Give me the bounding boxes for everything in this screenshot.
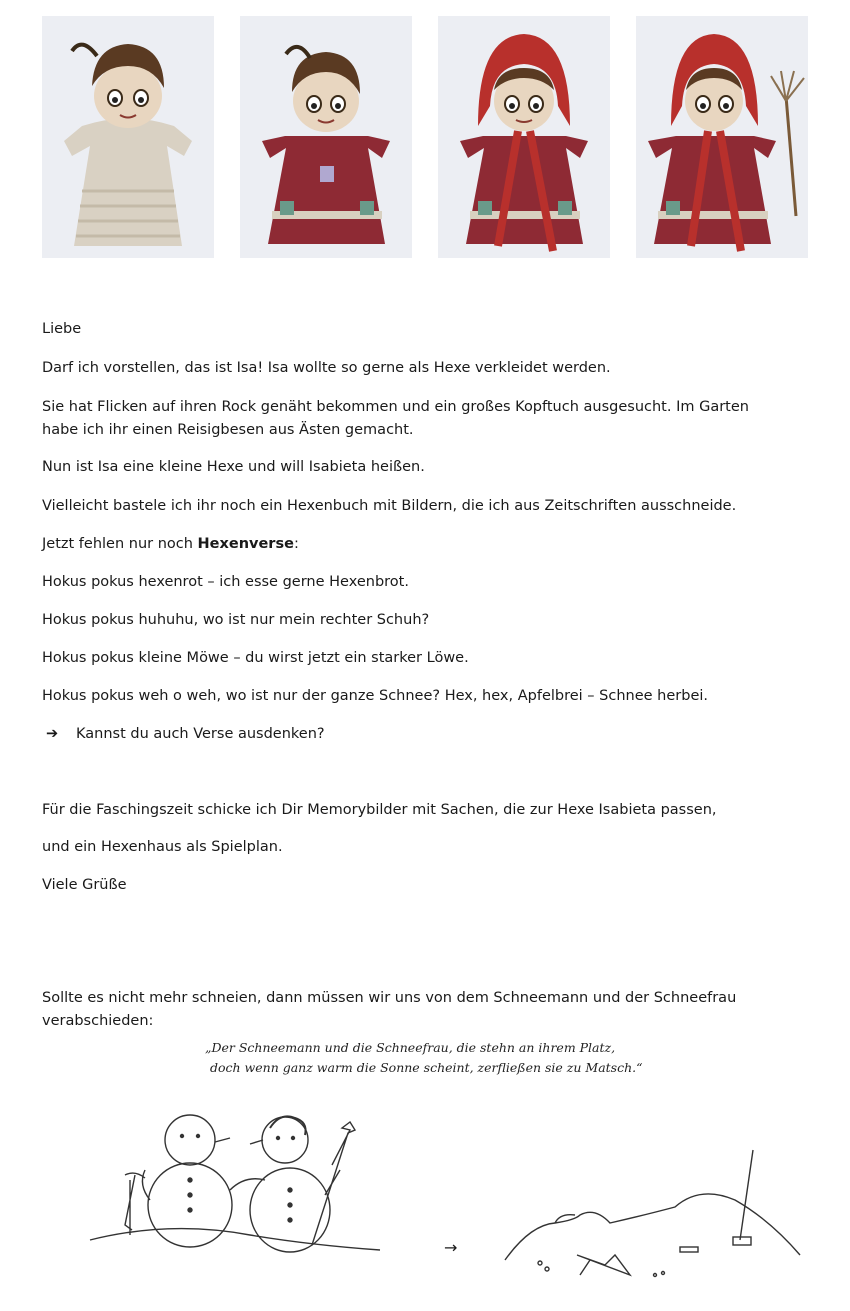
arrow-right-icon: →	[444, 1238, 458, 1257]
arrow-right-icon: ➔	[46, 726, 59, 742]
hexenverse-bold: Hexenverse	[197, 536, 294, 552]
knitted-doll-witch-broom-photo	[636, 16, 808, 258]
melted-snow-pile-drawing	[485, 1145, 820, 1305]
hexenverse-prefix: Jetzt fehlen nur noch	[42, 536, 198, 552]
greeting: Liebe	[42, 321, 82, 337]
poem-line-1: „Der Schneemann und die Schneefrau, die stehn an ihrem Platz,	[205, 1040, 616, 1055]
verse-2: Hokus pokus huhuhu, wo ist nur mein rechter Schuh?	[42, 612, 430, 628]
knitted-doll-red-dress-photo	[240, 16, 412, 258]
paragraph-hexenbuch: Vielleicht bastele ich ihr noch ein Hexenbuch mit Bildern, die ich aus Zeitschriften ausschneide.	[42, 498, 737, 514]
paragraph-hexenverse	[42, 533, 802, 556]
knitted-doll-headscarf-photo	[438, 16, 610, 258]
paragraph-intro: Darf ich vorstellen, das ist Isa! Isa wollte so gerne als Hexe verkleidet werden.	[42, 360, 611, 376]
verse-4: Hokus pokus weh o weh, wo ist nur der ganze Schnee? Hex, hex, Apfelbrei – Schnee herbei.	[42, 688, 709, 704]
question-text: Kannst du auch Verse ausdenken?	[76, 726, 325, 742]
verse-3: Hokus pokus kleine Möwe – du wirst jetzt ein starker Löwe.	[42, 650, 469, 666]
paragraph-snow: Sollte es nicht mehr schneien, dann müssen wir uns von dem Schneemann und der Schneefrau verabschieden:	[42, 990, 737, 1029]
paragraph-fasching: Für die Faschingszeit schicke ich Dir Memorybilder mit Sachen, die zur Hexe Isabieta passen,	[42, 802, 717, 818]
question-line	[46, 723, 806, 746]
poem-line-2: doch wenn ganz warm die Sonne scheint, zerfließen sie zu Matsch.“	[210, 1060, 643, 1075]
photo-row	[42, 16, 808, 258]
hexenverse-suffix: :	[293, 536, 299, 552]
closing: Viele Grüße	[42, 877, 127, 893]
knitted-doll-plain-dress-photo	[42, 16, 214, 258]
verse-1: Hokus pokus hexenrot – ich esse gerne Hexenbrot.	[42, 574, 409, 590]
snowman-and-snowwoman-drawing	[50, 1100, 410, 1265]
paragraph-isabieta: Nun ist Isa eine kleine Hexe und will Isabieta heißen.	[42, 459, 425, 475]
paragraph-hexenhaus: und ein Hexenhaus als Spielplan.	[42, 839, 283, 855]
paragraph-flicken: Sie hat Flicken auf ihren Rock genäht bekommen und ein großes Kopftuch ausgesucht. Im Garten habe ich ihr einen Reisigbesen aus Ästen gemacht.	[42, 399, 749, 438]
